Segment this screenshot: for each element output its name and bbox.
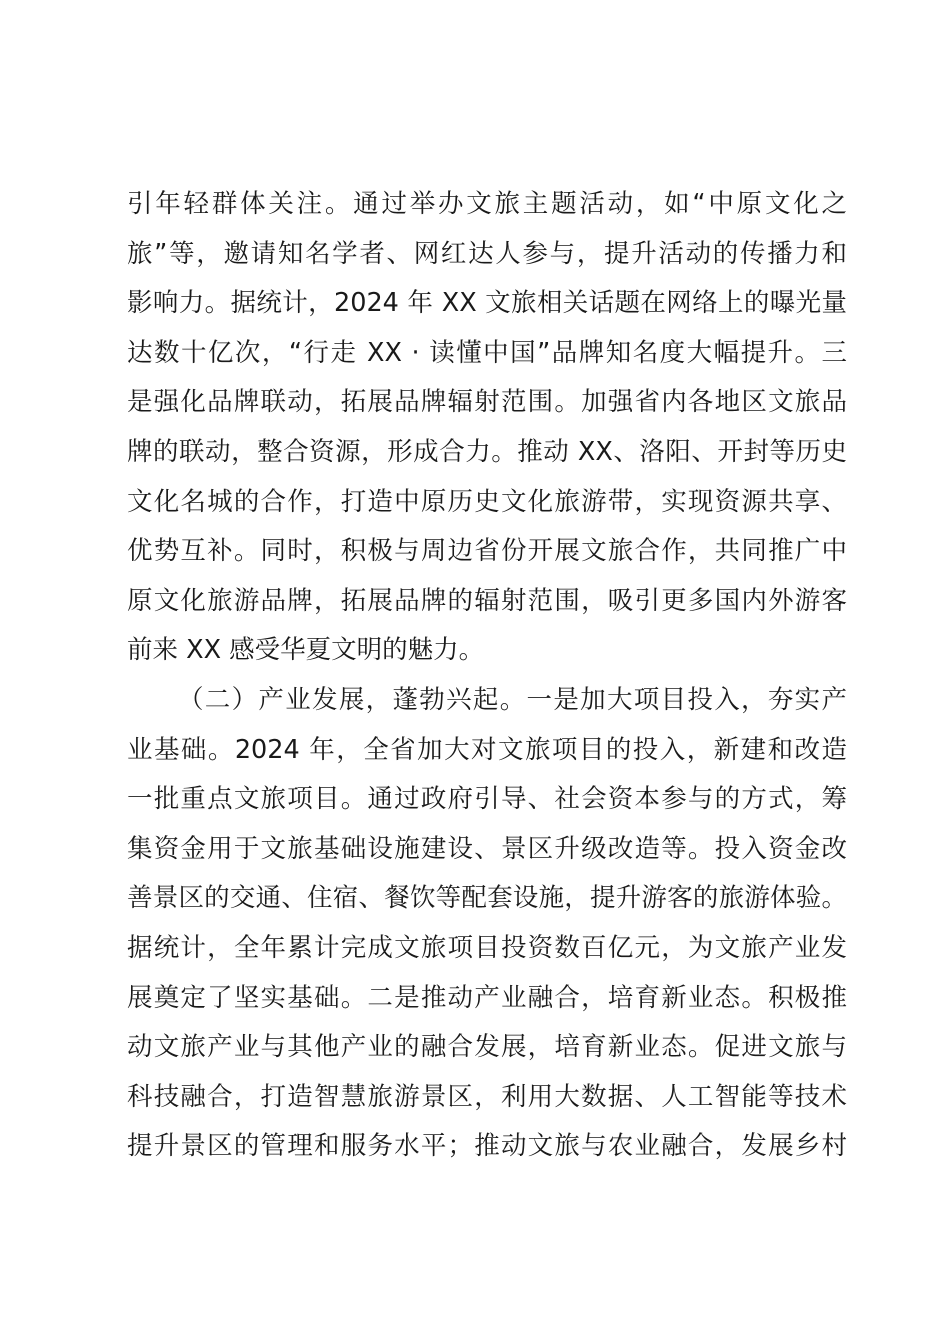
text-line: 前来 XX 感受华夏文明的魅力。 xyxy=(127,635,485,666)
text-line: 善景区的交通、住宿、餐饮等配套设施，提升游客的旅游体验。 xyxy=(127,883,847,914)
body-text xyxy=(127,180,847,1172)
text-line: 据统计，全年累计完成文旅项目投资数百亿元，为文旅产业发 xyxy=(127,932,847,963)
text-line: 一批重点文旅项目。通过政府引导、社会资本参与的方式，筹 xyxy=(127,784,847,815)
text-line: 是强化品牌联动，拓展品牌辐射范围。加强省内各地区文旅品 xyxy=(127,387,847,418)
text-line: 展奠定了坚实基础。二是推动产业融合，培育新业态。积极推 xyxy=(127,982,847,1013)
text-line: 集资金用于文旅基础设施建设、景区升级改造等。投入资金改 xyxy=(127,833,847,864)
text-line: 文化名城的合作，打造中原历史文化旅游带，实现资源共享、 xyxy=(127,486,847,517)
text-line: 动文旅产业与其他产业的融合发展，培育新业态。促进文旅与 xyxy=(127,1032,847,1063)
text-line: 优势互补。同时，积极与周边省份开展文旅合作，共同推广中 xyxy=(127,536,847,567)
text-line: 引年轻群体关注。通过举办文旅主题活动，如“中原文化之 xyxy=(127,189,847,219)
text-line: 影响力。据统计，2024 年 XX 文旅相关话题在网络上的曝光量 xyxy=(127,288,847,319)
text-line: 达数十亿次，“行走 XX · 读懂中国”品牌知名度大幅提升。三 xyxy=(127,337,847,368)
text-line: 牌的联动，整合资源，形成合力。推动 XX、洛阳、开封等历史 xyxy=(127,436,847,467)
section-heading-line: （二）产业发展，蓬勃兴起。一是加大项目投入，夯实产 xyxy=(178,684,847,715)
text-line: 原文化旅游品牌，拓展品牌的辐射范围，吸引更多国内外游客 xyxy=(127,585,847,616)
text-line: 业基础。2024 年，全省加大对文旅项目的投入，新建和改造 xyxy=(127,734,847,765)
text-line: 提升景区的管理和服务水平；推动文旅与农业融合，发展乡村 xyxy=(127,1131,847,1162)
text-line: 科技融合，打造智慧旅游景区，利用大数据、人工智能等技术 xyxy=(127,1081,847,1112)
text-line: 旅”等，邀请知名学者、网红达人参与，提升活动的传播力和 xyxy=(127,238,847,269)
